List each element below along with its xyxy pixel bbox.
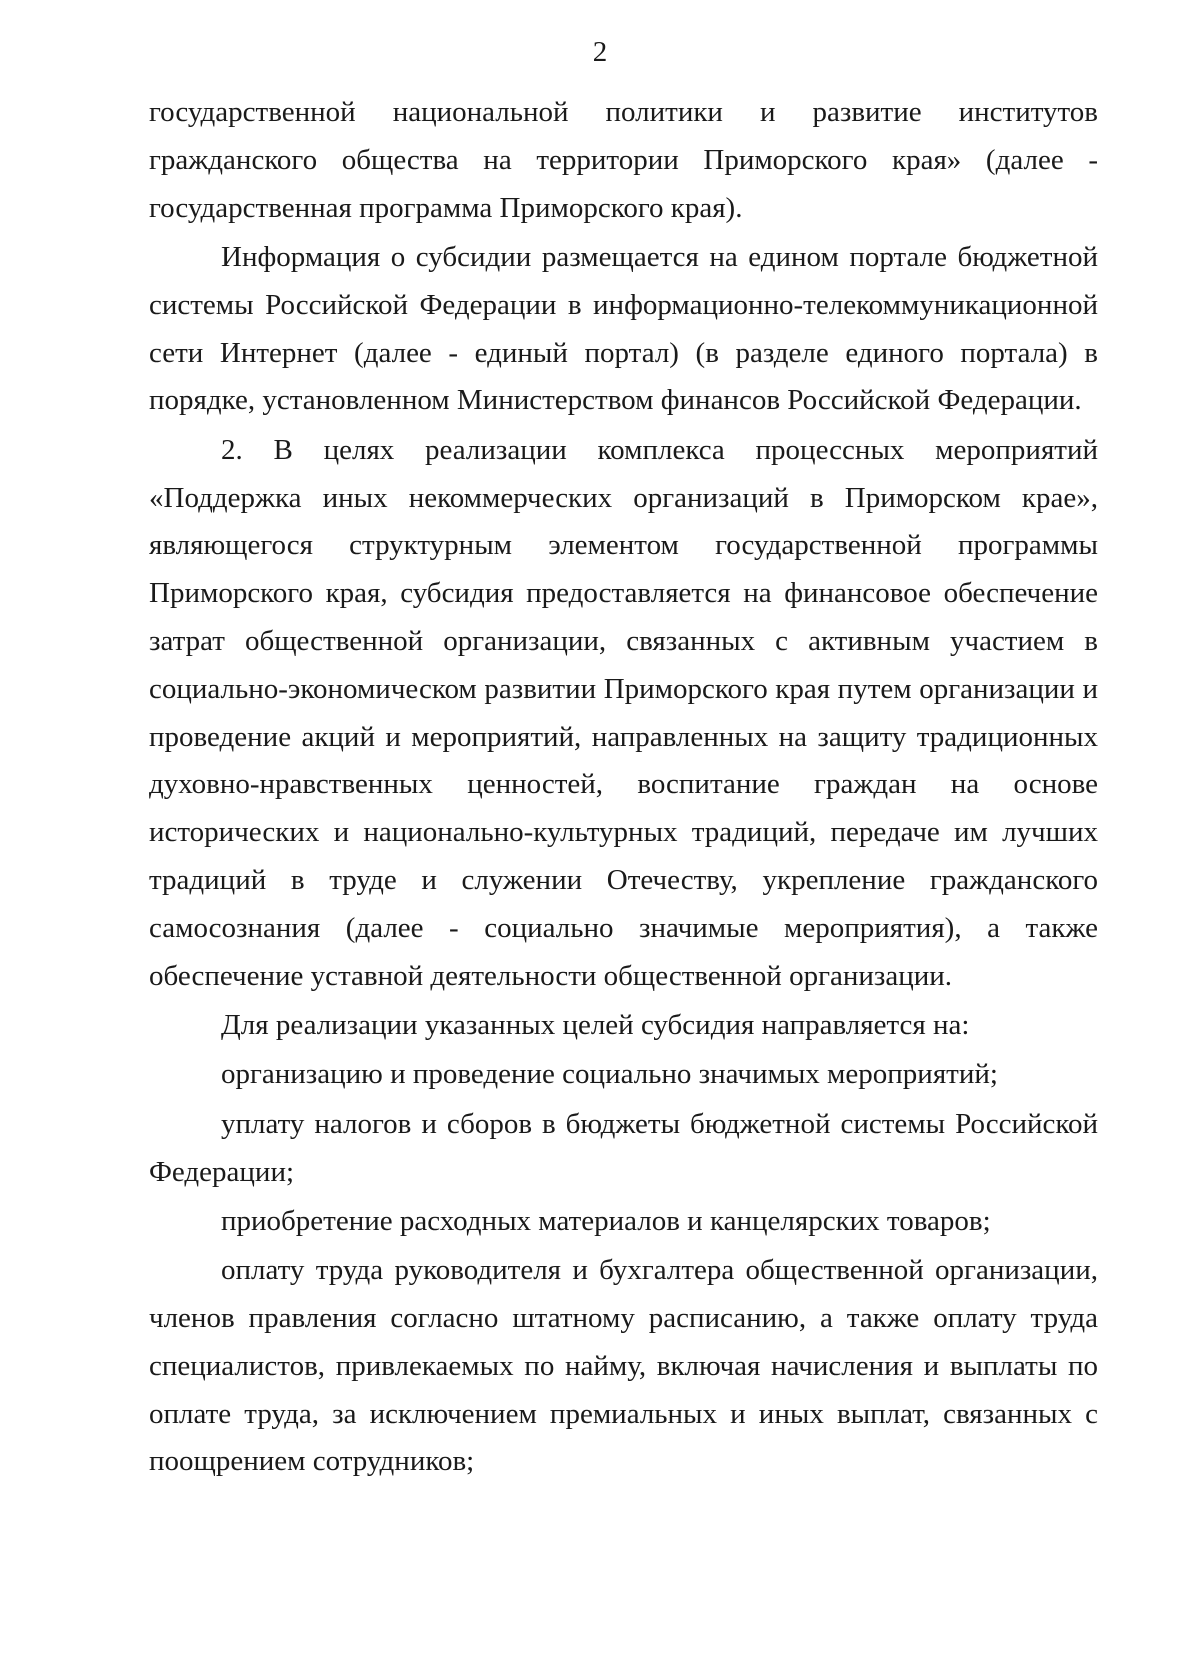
page-number: 2 [592, 36, 608, 68]
list-item-salaries: оплату труда руководителя и бухгалтера общественной организации, членов правления согласно штатному расписанию, а также оплату труда специалистов, привлекаемых по найму, включая начисления и выплаты по оплате труда, за исключением премиальных и иных выплат, связанных с поощрением сотрудников; [149, 1254, 1098, 1478]
paragraph-portal-information: Информация о субсидии размещается на едином портале бюджетной системы Российской Федерации в информационно-телекоммуникационной сети Интернет (далее - единый портал) (в разделе единого портала) в порядке, установленном Министерством финансов Российской Федерации. [149, 240, 1098, 417]
list-item-taxes: уплату налогов и сборов в бюджеты бюджетной системы Российской Федерации; [149, 1107, 1098, 1188]
document-body [149, 89, 1098, 1488]
list-item-supplies: приобретение расходных материалов и канцелярских товаров; [221, 1204, 991, 1237]
paragraph-program-name-continued: государственной национальной политики и развитие институтов гражданского общества на территории Приморского края» (далее - государственная программа Приморского края). [149, 96, 1098, 224]
paragraph-subsidy-purpose: 2. В целях реализации комплекса процессных мероприятий «Поддержка иных некоммерческих организаций в Приморском крае», являющегося структурным элементом государственной программы Приморского края, субсидия предоставляется на финансовое обеспечение затрат общественной организации, связанных с активным участием в социально-экономическом развитии Приморского края путем организации и проведение акций и мероприятий, направленных на защиту традиционных духовно-нравственных ценностей, воспитание граждан на основе исторических и национально-культурных традиций, передаче им лучших традиций в труде и служении Отечеству, укрепление гражданского самосознания (далее - социально значимые мероприятия), а также обеспечение уставной деятельности общественной организации. [149, 433, 1098, 992]
list-item-events: организацию и проведение социально значимых мероприятий; [221, 1058, 998, 1091]
paragraph-subsidy-directions-intro: Для реализации указанных целей субсидия направляется на: [221, 1008, 970, 1041]
